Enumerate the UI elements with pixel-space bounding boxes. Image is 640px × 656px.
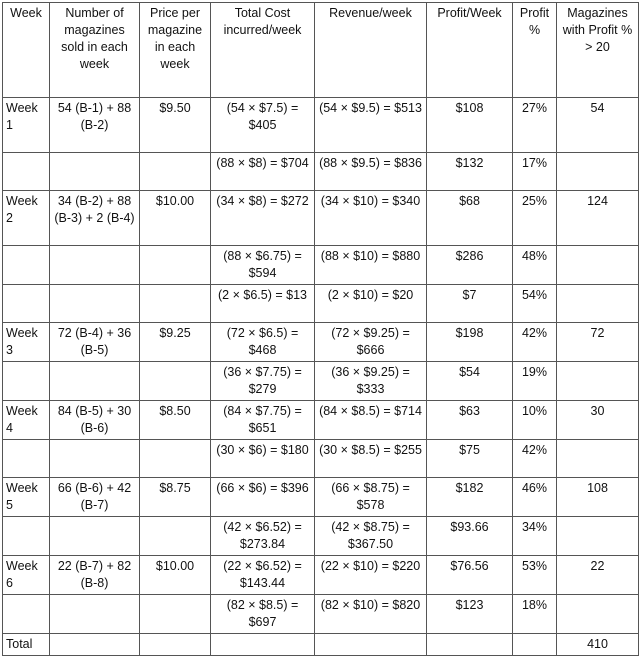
table-row bbox=[3, 401, 639, 440]
header-week: Week bbox=[3, 3, 50, 98]
cell-sold: 34 (B-2) + 88 (B-3) + 2 (B-4) bbox=[50, 191, 140, 246]
cell-profit-pct bbox=[513, 634, 557, 656]
table-row bbox=[3, 556, 639, 595]
cell-price bbox=[140, 517, 211, 556]
cell-revenue bbox=[315, 634, 427, 656]
cell-week: Week 4 bbox=[3, 401, 50, 440]
cell-week bbox=[3, 285, 50, 323]
cell-cost: (72 × $6.5) = $468 bbox=[211, 323, 315, 362]
cell-profit-pct: 27% bbox=[513, 98, 557, 153]
cell-magazines bbox=[557, 440, 639, 478]
table-row bbox=[3, 595, 639, 634]
cell-cost: (22 × $6.52) = $143.44 bbox=[211, 556, 315, 595]
cell-cost: (88 × $6.75) = $594 bbox=[211, 246, 315, 285]
cell-sold bbox=[50, 362, 140, 401]
header-revenue: Revenue/week bbox=[315, 3, 427, 98]
cell-profit-pct: 42% bbox=[513, 323, 557, 362]
cell-profit-pct: 19% bbox=[513, 362, 557, 401]
cell-magazines bbox=[557, 362, 639, 401]
table-row bbox=[3, 323, 639, 362]
cell-profit bbox=[427, 634, 513, 656]
cell-revenue: (88 × $10) = $880 bbox=[315, 246, 427, 285]
cell-cost: (88 × $8) = $704 bbox=[211, 153, 315, 191]
cell-week: Week 6 bbox=[3, 556, 50, 595]
cell-profit-pct: 17% bbox=[513, 153, 557, 191]
cell-profit: $123 bbox=[427, 595, 513, 634]
cell-week bbox=[3, 595, 50, 634]
cell-price bbox=[140, 362, 211, 401]
table-row bbox=[3, 191, 639, 246]
cell-magazines bbox=[557, 153, 639, 191]
cell-cost: (42 × $6.52) = $273.84 bbox=[211, 517, 315, 556]
table-row bbox=[3, 362, 639, 401]
cell-sold bbox=[50, 517, 140, 556]
cell-sold bbox=[50, 246, 140, 285]
cell-price: $8.50 bbox=[140, 401, 211, 440]
header-cost: Total Cost incurred/week bbox=[211, 3, 315, 98]
cell-cost: (36 × $7.75) = $279 bbox=[211, 362, 315, 401]
cell-sold: 54 (B-1) + 88 (B-2) bbox=[50, 98, 140, 153]
cell-profit: $132 bbox=[427, 153, 513, 191]
cell-profit: $182 bbox=[427, 478, 513, 517]
cell-cost: (66 × $6) = $396 bbox=[211, 478, 315, 517]
table-row bbox=[3, 246, 639, 285]
cell-revenue: (54 × $9.5) = $513 bbox=[315, 98, 427, 153]
cell-profit-pct: 53% bbox=[513, 556, 557, 595]
cell-sold: 72 (B-4) + 36 (B-5) bbox=[50, 323, 140, 362]
table-row bbox=[3, 478, 639, 517]
total-row bbox=[3, 634, 639, 656]
header-sold: Number of magazines sold in each week bbox=[50, 3, 140, 98]
cell-profit: $93.66 bbox=[427, 517, 513, 556]
cell-price: $9.50 bbox=[140, 98, 211, 153]
cell-week bbox=[3, 440, 50, 478]
table-row bbox=[3, 98, 639, 153]
header-row bbox=[3, 3, 639, 98]
cell-magazines bbox=[557, 517, 639, 556]
cell-cost: (82 × $8.5) = $697 bbox=[211, 595, 315, 634]
cell-week bbox=[3, 517, 50, 556]
cell-price: $10.00 bbox=[140, 191, 211, 246]
cell-week bbox=[3, 246, 50, 285]
cell-price bbox=[140, 153, 211, 191]
cell-week: Week 2 bbox=[3, 191, 50, 246]
table-row bbox=[3, 153, 639, 191]
cell-sold bbox=[50, 440, 140, 478]
cell-profit: $286 bbox=[427, 246, 513, 285]
table-row bbox=[3, 440, 639, 478]
cell-cost bbox=[211, 634, 315, 656]
cell-revenue: (2 × $10) = $20 bbox=[315, 285, 427, 323]
cell-magazines bbox=[557, 285, 639, 323]
cell-profit-pct: 25% bbox=[513, 191, 557, 246]
cell-total-label: Total bbox=[3, 634, 50, 656]
cell-profit-pct: 42% bbox=[513, 440, 557, 478]
cell-revenue: (88 × $9.5) = $836 bbox=[315, 153, 427, 191]
cell-revenue: (66 × $8.75) = $578 bbox=[315, 478, 427, 517]
cell-magazines: 108 bbox=[557, 478, 639, 517]
cell-magazines: 72 bbox=[557, 323, 639, 362]
cell-magazines: 22 bbox=[557, 556, 639, 595]
cell-profit: $7 bbox=[427, 285, 513, 323]
cell-sold: 66 (B-6) + 42 (B-7) bbox=[50, 478, 140, 517]
table-row bbox=[3, 285, 639, 323]
cell-price bbox=[140, 440, 211, 478]
cell-sold bbox=[50, 634, 140, 656]
cell-profit: $108 bbox=[427, 98, 513, 153]
cell-profit-pct: 46% bbox=[513, 478, 557, 517]
cell-magazines: 54 bbox=[557, 98, 639, 153]
cell-revenue: (36 × $9.25) = $333 bbox=[315, 362, 427, 401]
cell-price bbox=[140, 595, 211, 634]
cell-week: Week 1 bbox=[3, 98, 50, 153]
cell-profit-pct: 10% bbox=[513, 401, 557, 440]
cell-magazines: 30 bbox=[557, 401, 639, 440]
cell-price: $10.00 bbox=[140, 556, 211, 595]
cell-cost: (34 × $8) = $272 bbox=[211, 191, 315, 246]
table-row bbox=[3, 517, 639, 556]
cell-revenue: (34 × $10) = $340 bbox=[315, 191, 427, 246]
cell-cost: (30 × $6) = $180 bbox=[211, 440, 315, 478]
cell-magazines bbox=[557, 595, 639, 634]
cell-revenue: (72 × $9.25) = $666 bbox=[315, 323, 427, 362]
cell-price bbox=[140, 285, 211, 323]
cell-cost: (2 × $6.5) = $13 bbox=[211, 285, 315, 323]
cell-profit-pct: 18% bbox=[513, 595, 557, 634]
cell-revenue: (84 × $8.5) = $714 bbox=[315, 401, 427, 440]
cell-magazines bbox=[557, 246, 639, 285]
cell-week: Week 3 bbox=[3, 323, 50, 362]
cell-price bbox=[140, 634, 211, 656]
cell-sold bbox=[50, 595, 140, 634]
cell-profit: $198 bbox=[427, 323, 513, 362]
cell-revenue: (42 × $8.75) = $367.50 bbox=[315, 517, 427, 556]
cell-price bbox=[140, 246, 211, 285]
cell-profit: $63 bbox=[427, 401, 513, 440]
header-price: Price per magazine in each week bbox=[140, 3, 211, 98]
cell-week bbox=[3, 362, 50, 401]
cell-sold: 22 (B-7) + 82 (B-8) bbox=[50, 556, 140, 595]
cell-profit-pct: 54% bbox=[513, 285, 557, 323]
cell-profit: $68 bbox=[427, 191, 513, 246]
cell-cost: (84 × $7.75) = $651 bbox=[211, 401, 315, 440]
cell-price: $8.75 bbox=[140, 478, 211, 517]
header-profit: Profit/Week bbox=[427, 3, 513, 98]
cell-profit: $54 bbox=[427, 362, 513, 401]
cell-price: $9.25 bbox=[140, 323, 211, 362]
cell-week: Week 5 bbox=[3, 478, 50, 517]
cell-magazines: 124 bbox=[557, 191, 639, 246]
cell-profit-pct: 34% bbox=[513, 517, 557, 556]
cell-sold: 84 (B-5) + 30 (B-6) bbox=[50, 401, 140, 440]
header-magazines: Magazines with Profit % > 20 bbox=[557, 3, 639, 98]
cell-revenue: (30 × $8.5) = $255 bbox=[315, 440, 427, 478]
cell-revenue: (82 × $10) = $820 bbox=[315, 595, 427, 634]
cell-revenue: (22 × $10) = $220 bbox=[315, 556, 427, 595]
cell-profit-pct: 48% bbox=[513, 246, 557, 285]
cell-sold bbox=[50, 153, 140, 191]
cell-week bbox=[3, 153, 50, 191]
profit-table bbox=[2, 2, 639, 656]
cell-profit: $75 bbox=[427, 440, 513, 478]
header-profit-pct: Profit % bbox=[513, 3, 557, 98]
cell-profit: $76.56 bbox=[427, 556, 513, 595]
cell-total-magazines: 410 bbox=[557, 634, 639, 656]
cell-sold bbox=[50, 285, 140, 323]
cell-cost: (54 × $7.5) = $405 bbox=[211, 98, 315, 153]
